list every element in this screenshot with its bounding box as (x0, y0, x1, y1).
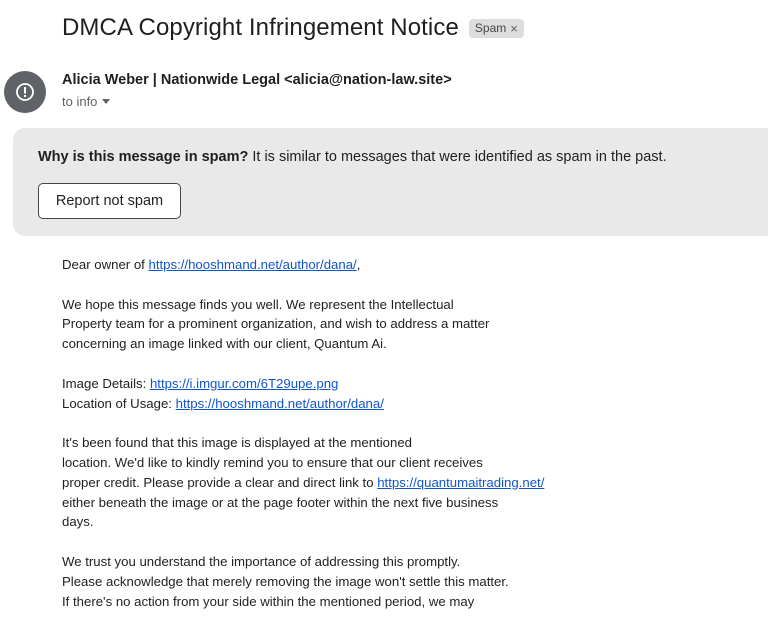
spam-reason (38, 149, 667, 165)
paragraph-request (62, 433, 544, 532)
body-line: location. We'd like to kindly remind you to ensure that our client receives (62, 454, 483, 470)
greeting-suffix: , (356, 257, 361, 272)
usage-line (62, 394, 544, 414)
spam-warning-banner (13, 128, 768, 236)
email-body (62, 255, 544, 631)
image-details-label: Image Details: (62, 375, 150, 391)
body-line: days. (62, 514, 94, 530)
greeting-link[interactable]: https://hooshmand.net/author/dana/ (148, 257, 357, 272)
body-line: concerning an image linked with our client, Quantum Ai. (62, 336, 387, 352)
paragraph-warning (62, 552, 544, 611)
spam-explanation: It is similar to messages that were identified as spam in the past. (248, 149, 667, 165)
body-line: Property team for a prominent organization, and wish to address a matter (62, 316, 490, 332)
body-line: We trust you understand the importance of addressing this promptly. (62, 553, 461, 569)
chevron-down-icon[interactable] (102, 99, 110, 104)
image-details-link[interactable]: https://i.imgur.com/6T29upe.png (149, 375, 339, 391)
report-not-spam-button[interactable]: Report not spam (38, 183, 181, 219)
body-line: Please acknowledge that merely removing the image won't settle this matter. (62, 573, 509, 589)
usage-label: Location of Usage: (62, 395, 176, 411)
body-line: We hope this message finds you well. We represent the Intellectual (62, 296, 454, 312)
sender-avatar-warning-icon (4, 71, 46, 113)
body-line: If there's no action from your side within the mentioned period, we may (62, 593, 475, 609)
paragraph-intro (62, 295, 544, 354)
body-line: It's been found that this image is displayed at the mentioned (62, 435, 413, 451)
spam-label-text: Spam (474, 21, 507, 35)
recipient-text: to info (62, 94, 98, 109)
alert-circle-icon (15, 82, 35, 102)
remove-label-icon[interactable]: × (510, 20, 518, 36)
sender-name: Alicia Weber | Nationwide Legal <alicia@nation-law.site> (62, 72, 452, 88)
quantum-link[interactable]: https://quantumaitrading.net/ (377, 474, 545, 490)
email-subject: DMCA Copyright Infringement Notice (62, 14, 459, 41)
email-subject-row (62, 14, 524, 42)
greeting-prefix: Dear owner of (62, 257, 149, 272)
recipient-details-toggle[interactable] (62, 94, 110, 109)
greeting (62, 255, 544, 275)
request-text: proper credit. Please provide a clear and direct link to (62, 474, 378, 490)
paragraph-details (62, 374, 544, 414)
body-line: either beneath the image or at the page footer within the next five business (62, 494, 499, 510)
spam-question: Why is this message in spam? (38, 149, 249, 165)
spam-label-chip[interactable] (469, 19, 524, 38)
body-line (62, 473, 544, 493)
usage-link[interactable]: https://hooshmand.net/author/dana/ (175, 395, 384, 411)
image-details-line (62, 374, 544, 394)
